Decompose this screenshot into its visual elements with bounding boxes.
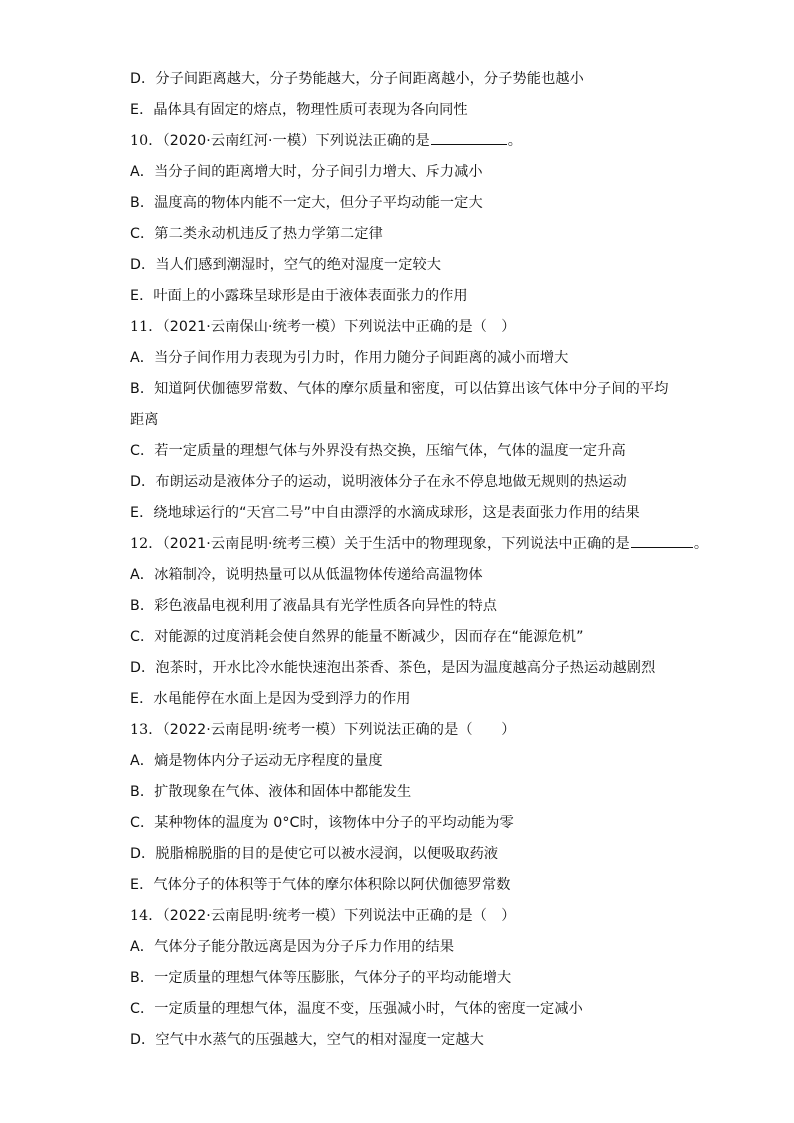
option-text: 分子间距离越大，分子势能越大，分子间距离越小，分子势能也越小 xyxy=(155,71,584,87)
option-label: D． xyxy=(130,846,156,862)
option-line xyxy=(130,932,690,963)
option-label: E． xyxy=(130,877,154,893)
question-source: （2022·云南昆明·统考一模） xyxy=(162,908,345,924)
option-text: 泡茶时，开水比冷水能快速泡出茶香、茶色，是因为温度越高分子热运动越剧烈 xyxy=(155,660,656,676)
option-label: D． xyxy=(130,1032,156,1048)
option-text: 绕地球运行的“天宫二号”中自由漂浮的水滴成球形，这是表面张力作用的结果 xyxy=(153,505,640,521)
question-stem-12 xyxy=(130,529,709,560)
question-content xyxy=(130,64,709,1056)
option-text: 扩散现象在气体、液体和固体中都能发生 xyxy=(154,784,412,800)
answer-blank[interactable] xyxy=(631,530,693,548)
option-line xyxy=(130,157,690,188)
option-label: B． xyxy=(130,381,155,397)
option-label: C． xyxy=(130,815,155,831)
option-label: E． xyxy=(130,102,154,118)
option-line xyxy=(130,250,690,281)
option-label: D． xyxy=(130,71,156,87)
option-label: A． xyxy=(130,164,155,180)
question-stem-text: 下列说法正确的是（ ） xyxy=(344,722,516,738)
option-text: 一定质量的理想气体等压膨胀，气体分子的平均动能增大 xyxy=(154,970,512,986)
option-label: C． xyxy=(130,443,155,459)
option-text: 熵是物体内分子运动无序程度的量度 xyxy=(154,753,383,769)
option-text: 气体分子能分散远离是因为分子斥力作用的结果 xyxy=(154,939,455,955)
question-stem-11 xyxy=(130,312,690,343)
option-line xyxy=(130,808,690,839)
option-text: 冰箱制冷，说明热量可以从低温物体传递给高温物体 xyxy=(154,567,483,583)
question-source: （2021·云南保山·统考一模） xyxy=(162,319,345,335)
option-line xyxy=(130,994,690,1025)
option-line xyxy=(130,188,690,219)
option-text: 空气中水蒸气的压强越大，空气的相对湿度一定越大 xyxy=(155,1032,484,1048)
option-text: 温度高的物体内能不一定大，但分子平均动能一定大 xyxy=(154,195,483,211)
question-source: （2022·云南昆明·统考一模） xyxy=(162,722,345,738)
option-text-continued: 距离 xyxy=(130,412,159,428)
option-label: A． xyxy=(130,753,155,769)
option-line xyxy=(130,653,690,684)
option-text: 当人们感到潮湿时，空气的绝对湿度一定较大 xyxy=(155,257,442,273)
option-line xyxy=(130,467,690,498)
option-text: 叶面上的小露珠呈球形是由于液体表面张力的作用 xyxy=(153,288,468,304)
option-text: 当分子间的距离增大时，分子间引力增大、斥力减小 xyxy=(154,164,483,180)
option-label: A． xyxy=(130,350,155,366)
question-source: （2021·云南昆明·统考三模） xyxy=(162,536,345,552)
option-line xyxy=(130,374,690,405)
option-label: E． xyxy=(130,691,154,707)
option-label: D． xyxy=(130,257,156,273)
option-text: 一定质量的理想气体，温度不变，压强减小时，气体的密度一定减小 xyxy=(154,1001,583,1017)
option-line xyxy=(130,343,690,374)
option-line xyxy=(130,219,690,250)
question-number: 11． xyxy=(130,319,163,335)
option-label: C． xyxy=(130,629,155,645)
option-line xyxy=(130,870,690,901)
question-end: 。 xyxy=(507,133,523,149)
answer-blank[interactable] xyxy=(431,127,507,145)
option-label: B． xyxy=(130,970,155,986)
option-line-continued xyxy=(130,405,690,436)
option-text: 水黾能停在水面上是因为受到浮力的作用 xyxy=(153,691,411,707)
option-line xyxy=(130,281,690,312)
option-text: 某种物体的温度为 0°C时，该物体中分子的平均动能为零 xyxy=(154,815,514,831)
option-label: C． xyxy=(130,1001,155,1017)
question-stem-text: 下列说法中正确的是（ ） xyxy=(344,908,516,924)
option-label: E． xyxy=(130,505,154,521)
option-label: B． xyxy=(130,784,155,800)
option-line xyxy=(130,436,690,467)
question-stem-text: 下列说法中正确的是（ ） xyxy=(344,319,516,335)
option-label: D． xyxy=(130,474,156,490)
option-label: E． xyxy=(130,288,154,304)
option-text: 知道阿伏伽德罗常数、气体的摩尔质量和密度，可以估算出该气体中分子间的平均 xyxy=(154,381,669,397)
option-text: 对能源的过度消耗会使自然界的能量不断减少，因而存在“能源危机” xyxy=(154,629,584,645)
option-text: 若一定质量的理想气体与外界没有热交换，压缩气体，气体的温度一定升高 xyxy=(154,443,626,459)
option-label: B． xyxy=(130,195,155,211)
question-source: （2020·云南红河·一模） xyxy=(162,133,316,149)
option-text: 第二类永动机违反了热力学第二定律 xyxy=(154,226,383,242)
option-label: B． xyxy=(130,598,155,614)
option-line xyxy=(130,64,690,95)
option-line xyxy=(130,684,690,715)
option-label: A． xyxy=(130,939,155,955)
option-line xyxy=(130,839,690,870)
option-text: 气体分子的体积等于气体的摩尔体积除以阿伏伽德罗常数 xyxy=(153,877,511,893)
option-line xyxy=(130,746,690,777)
option-text: 脱脂棉脱脂的目的是使它可以被水浸润，以便吸取药液 xyxy=(155,846,499,862)
option-line xyxy=(130,95,690,126)
option-line xyxy=(130,777,690,808)
question-number: 10． xyxy=(130,133,163,149)
question-end: 。 xyxy=(693,536,709,552)
option-line xyxy=(130,622,690,653)
question-stem-text: 下列说法正确的是 xyxy=(315,133,430,149)
option-label: D． xyxy=(130,660,156,676)
question-number: 13． xyxy=(130,722,163,738)
option-line xyxy=(130,560,690,591)
option-line xyxy=(130,1025,690,1056)
option-line xyxy=(130,591,690,622)
option-label: C． xyxy=(130,226,155,242)
option-text: 当分子间作用力表现为引力时，作用力随分子间距离的减小而增大 xyxy=(154,350,569,366)
question-stem-13 xyxy=(130,715,690,746)
question-number: 12． xyxy=(130,536,163,552)
option-line xyxy=(130,963,690,994)
question-number: 14． xyxy=(130,908,163,924)
option-line xyxy=(130,498,690,529)
option-label: A． xyxy=(130,567,155,583)
option-text: 布朗运动是液体分子的运动，说明液体分子在永不停息地做无规则的热运动 xyxy=(155,474,627,490)
question-stem-14 xyxy=(130,901,690,932)
option-text: 彩色液晶电视利用了液晶具有光学性质各向异性的特点 xyxy=(154,598,498,614)
question-stem-10 xyxy=(130,126,690,157)
question-stem-text: 关于生活中的物理现象，下列说法中正确的是 xyxy=(344,536,630,552)
option-text: 晶体具有固定的熔点，物理性质可表现为各向同性 xyxy=(153,102,468,118)
